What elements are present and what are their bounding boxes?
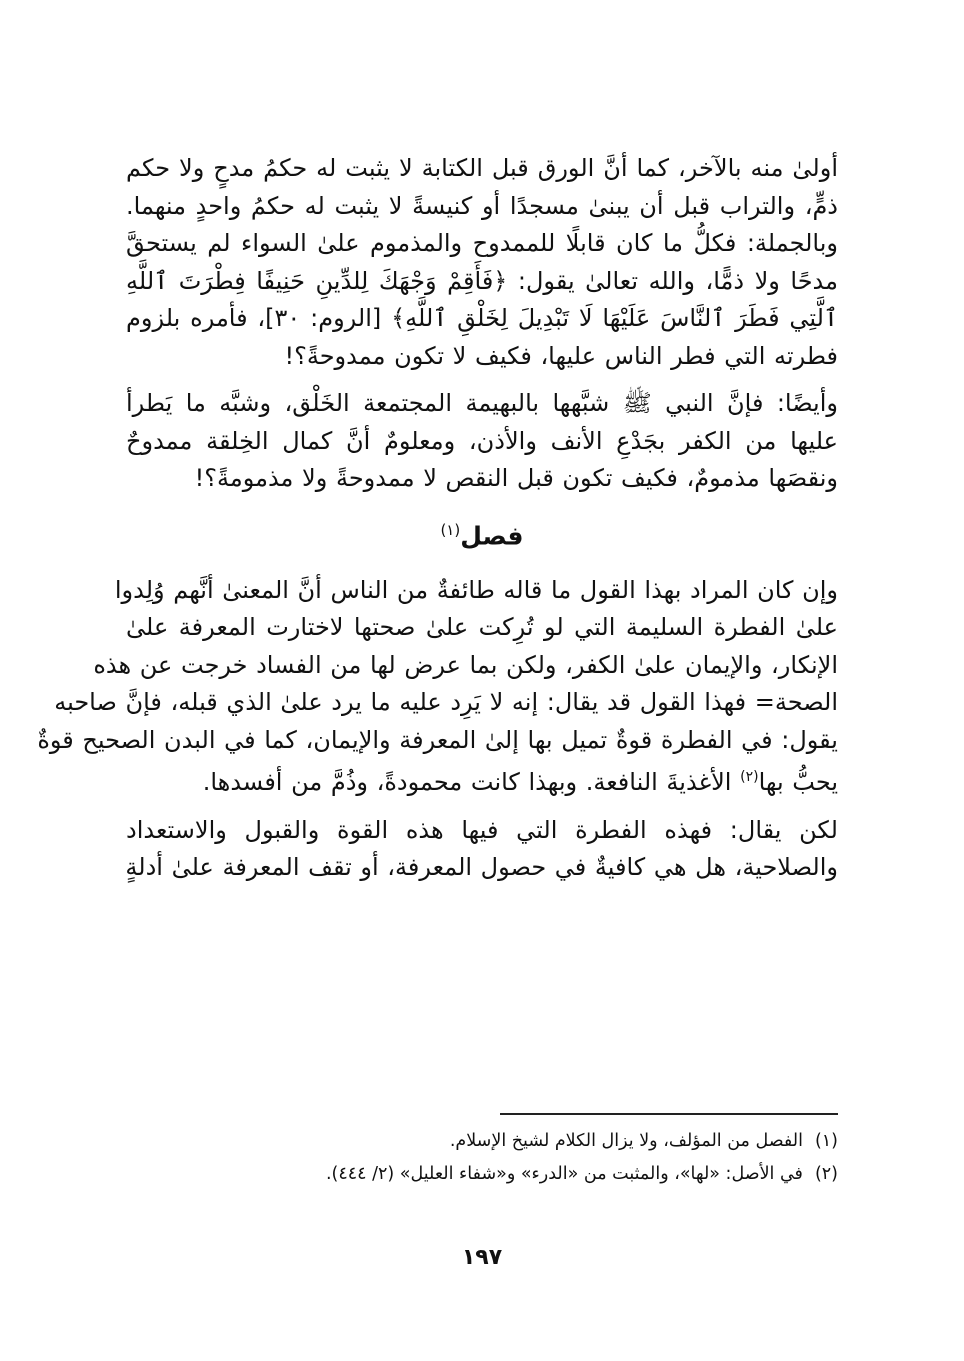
paragraph-2 <box>126 385 838 498</box>
footnote-ref-1[interactable]: (١) <box>440 520 461 539</box>
text-line: علىٰ الفطرة السليمة التي لو تُرِكت علىٰ صحتها لاختارت المعرفة علىٰ <box>126 613 838 642</box>
text-line: الصحة= فهذا القول قد يقال: إنه لا يَرِد عليه ما يرد علىٰ الذي قبله، فإنَّ صاحبه <box>54 688 838 717</box>
text-line: وبالجملة: فكلُّ ما كان قابلًا للممدوح والمذموم علىٰ السواء لم يستحقَّ <box>126 229 838 257</box>
text-line: الإنكار، والإيمان علىٰ الكفر، ولكن بما عرض لها من الفساد خرجت عن هذه <box>93 650 838 679</box>
heading-text: فصل <box>460 520 524 550</box>
text-line: ذمٍّ، والتراب قبل أن يبنىٰ مسجدًا أو كنيسةً لا يثبت له حكمُ واحدٍ منهما. <box>126 191 838 220</box>
text-line: لكن يقال: فهذه الفطرة التي فيها هذه القوة والقبول والاستعداد <box>126 815 838 844</box>
footnote-ref-2[interactable]: (٢) <box>740 769 759 786</box>
footnote-separator <box>500 1113 838 1115</box>
text-line: ونقصَها مذمومٌ، فكيف تكون قبل النقص لا ممدوحةً ولا مذمومةً؟! <box>194 464 838 492</box>
paragraph-4 <box>126 812 838 887</box>
page-body <box>37 150 839 897</box>
footnotes <box>126 1125 838 1191</box>
text-line: أولىٰ منه بالآخر، كما أنَّ الورق قبل الكتابة لا يثبت له حكمُ مدحٍ ولا حكم <box>126 154 838 182</box>
page-number: ١٩٧ <box>461 1245 503 1270</box>
text-fragment: يحبُّ بها <box>758 768 838 797</box>
text-line: ٱلَّتِي فَطَرَ ٱلنَّاسَ عَلَيْهَا لَا تَبْدِيلَ لِخَلْقِ ٱللَّهِ﴾ [الروم: ٣٠]، فأمره بلزوم <box>126 304 839 332</box>
text-fragment: الأغذيةَ النافعة. وبهذا كانت محمودةً، وذُمَّ من أفسدها. <box>202 768 741 797</box>
text-line: فطرته التي فطر الناس عليها، فكيف لا تكون ممدوحةً؟! <box>284 341 838 370</box>
paragraph-3 <box>37 572 838 802</box>
text-line: والصلاحية، هل هي كافيةٌ في حصول المعرفة، أو تقف المعرفة علىٰ أدلةٍ <box>125 853 838 882</box>
text-line: يقول: في الفطرة قوةٌ تميل بها إلىٰ المعرفة والإيمان، كما في البدن الصحيح قوةٌ <box>37 725 838 754</box>
text-line: مدحًا ولا ذمًّا، والله تعالىٰ يقول: ﴿فَأَقِمْ وَجْهَكَ لِلدِّينِ حَنِيفًا فِطْرَتَ ٱللَّهِ <box>126 266 838 295</box>
footnote-1 <box>126 1125 838 1158</box>
text-line: عليها من الكفر بجَدْعِ الأنف والأذن، ومعلومٌ أنَّ كمال الخِلقة ممدوحٌ <box>126 426 838 455</box>
footnote-2 <box>126 1158 838 1191</box>
footnote-number: (١) <box>814 1131 838 1151</box>
text-line <box>126 759 838 802</box>
paragraph-1 <box>126 150 838 375</box>
footnote-text: في الأصل: «لها»، والمثبت من «الدرء» و«شفاء العليل» (٢/ ٤٤٤). <box>325 1164 803 1184</box>
section-heading <box>126 512 838 554</box>
footnote-text: الفصل من المؤلف، ولا يزال الكلام لشيخ الإسلام. <box>449 1131 803 1151</box>
footnote-number: (٢) <box>814 1164 838 1184</box>
text-line: وإن كان المراد بهذا القول ما قاله طائفةٌ من الناس أنَّ المعنىٰ أنَّهم وُلِدوا <box>114 575 838 604</box>
text-line: وأيضًا: فإنَّ النبي ﷺ شبَّهها بالبهيمة المجتمعة الخَلْق، وشبَّه ما يَطرأ <box>126 389 838 417</box>
